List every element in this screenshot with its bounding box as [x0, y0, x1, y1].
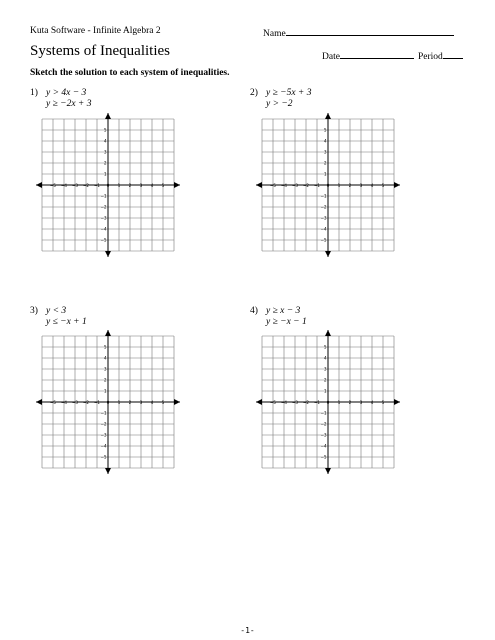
coordinate-grid-4[interactable]: [253, 327, 403, 477]
x-tick-label: −3: [72, 183, 78, 188]
date-underline: [340, 49, 414, 59]
y-tick-label: −1: [320, 410, 327, 416]
y-tick-label: −2: [100, 204, 107, 210]
x-tick-label: −5: [270, 183, 276, 188]
axis-arrow: [325, 251, 331, 257]
x-tick-label: 1: [117, 400, 121, 405]
x-tick-label: −1: [94, 183, 100, 188]
inequality-1: y < 3: [46, 306, 67, 316]
problem-2: [250, 88, 311, 110]
x-tick-label: −5: [50, 400, 56, 405]
axis-arrow: [325, 113, 331, 119]
name-underline: [286, 26, 454, 36]
y-tick-label: −2: [320, 204, 327, 210]
x-tick-label: 2: [348, 400, 352, 405]
y-tick-label: 4: [323, 138, 327, 144]
x-tick-label: 1: [337, 183, 341, 188]
x-tick-label: −3: [72, 400, 78, 405]
inequality-2: y ≤ −x + 1: [46, 317, 87, 327]
x-tick-label: −5: [50, 183, 56, 188]
problem-3: [30, 306, 87, 328]
axis-arrow: [394, 399, 400, 405]
y-tick-label: 5: [103, 127, 107, 133]
inequality-2: y ≥ −2x + 3: [46, 99, 92, 109]
coordinate-grid-3[interactable]: [33, 327, 183, 477]
page-number: -1-: [240, 626, 255, 635]
y-tick-label: −2: [100, 421, 107, 427]
x-tick-label: 1: [117, 183, 121, 188]
axis-arrow: [174, 182, 180, 188]
inequality-1: y > 4x − 3: [46, 88, 87, 98]
x-tick-label: 0: [106, 400, 110, 405]
y-tick-label: 3: [323, 366, 327, 372]
problem-1: [30, 88, 91, 110]
x-tick-label: 5: [161, 183, 165, 188]
axis-arrow: [105, 468, 111, 474]
y-tick-label: −3: [100, 215, 107, 221]
x-tick-label: −1: [94, 400, 100, 405]
x-tick-label: −4: [281, 400, 287, 405]
name-field[interactable]: [263, 26, 454, 39]
axis-arrow: [105, 113, 111, 119]
x-tick-label: −4: [61, 183, 67, 188]
axis-arrow: [174, 399, 180, 405]
x-tick-label: 5: [381, 183, 385, 188]
x-tick-label: 0: [326, 400, 330, 405]
problem-number: 1): [30, 88, 38, 98]
y-tick-label: −4: [100, 443, 107, 449]
x-tick-label: 3: [359, 183, 363, 188]
x-tick-label: −4: [61, 400, 67, 405]
x-tick-label: 0: [106, 183, 110, 188]
x-tick-label: −4: [281, 183, 287, 188]
y-tick-label: 1: [103, 388, 107, 394]
y-tick-label: 1: [103, 171, 107, 177]
page-title: Systems of Inequalities: [30, 43, 170, 59]
y-tick-label: 5: [323, 344, 327, 350]
axis-arrow: [394, 182, 400, 188]
axis-arrow: [256, 399, 262, 405]
date-label: Date: [322, 52, 340, 62]
inequality-1: y ≥ x − 3: [266, 306, 301, 316]
y-tick-label: −5: [100, 237, 107, 243]
y-tick-label: −3: [320, 432, 327, 438]
y-tick-label: −3: [100, 432, 107, 438]
axis-arrow: [36, 399, 42, 405]
y-tick-label: 1: [323, 171, 327, 177]
y-tick-label: −4: [320, 443, 327, 449]
problem-number: 4): [250, 306, 258, 316]
x-tick-label: −3: [292, 400, 298, 405]
period-field[interactable]: [418, 49, 463, 62]
x-tick-label: 4: [370, 183, 374, 188]
coordinate-grid-2[interactable]: [253, 110, 403, 260]
y-tick-label: 4: [323, 355, 327, 361]
y-tick-label: −3: [320, 215, 327, 221]
x-tick-label: −5: [270, 400, 276, 405]
axis-arrow: [105, 251, 111, 257]
y-tick-label: 5: [103, 344, 107, 350]
period-underline: [443, 49, 463, 59]
x-tick-label: −2: [83, 183, 89, 188]
y-tick-label: 1: [323, 388, 327, 394]
inequality-1: y ≥ −5x + 3: [266, 88, 312, 98]
x-tick-label: 2: [348, 183, 352, 188]
x-tick-label: 5: [161, 400, 165, 405]
problem-number: 3): [30, 306, 38, 316]
coordinate-grid-1[interactable]: [33, 110, 183, 260]
x-tick-label: 4: [150, 400, 154, 405]
x-tick-label: 5: [381, 400, 385, 405]
x-tick-label: −2: [83, 400, 89, 405]
inequality-2: y ≥ −x − 1: [266, 317, 307, 327]
y-tick-label: 4: [103, 138, 107, 144]
y-tick-label: 3: [323, 149, 327, 155]
axis-arrow: [256, 182, 262, 188]
x-tick-label: 4: [370, 400, 374, 405]
y-tick-label: 2: [103, 160, 107, 166]
y-tick-label: 3: [103, 366, 107, 372]
y-tick-label: −1: [100, 410, 107, 416]
y-tick-label: −1: [100, 193, 107, 199]
x-tick-label: −2: [303, 183, 309, 188]
inequality-2: y > −2: [266, 99, 293, 109]
name-label: Name: [263, 29, 286, 39]
x-tick-label: 0: [326, 183, 330, 188]
y-tick-label: −5: [320, 454, 327, 460]
x-tick-label: −3: [292, 183, 298, 188]
y-tick-label: −1: [320, 193, 327, 199]
y-tick-label: −5: [100, 454, 107, 460]
x-tick-label: 3: [139, 183, 143, 188]
x-tick-label: 1: [337, 400, 341, 405]
date-field[interactable]: [322, 49, 414, 62]
y-tick-label: 4: [103, 355, 107, 361]
x-tick-label: 3: [359, 400, 363, 405]
problem-number: 2): [250, 88, 258, 98]
y-tick-label: 5: [323, 127, 327, 133]
y-tick-label: −4: [320, 226, 327, 232]
y-tick-label: 2: [323, 377, 327, 383]
axis-arrow: [325, 330, 331, 336]
instructions: Sketch the solution to each system of inequalities.: [30, 68, 230, 78]
x-tick-label: 2: [128, 400, 132, 405]
period-label: Period: [418, 52, 443, 62]
x-tick-label: −2: [303, 400, 309, 405]
axis-arrow: [36, 182, 42, 188]
x-tick-label: 2: [128, 183, 132, 188]
problem-4: [250, 306, 307, 328]
y-tick-label: −5: [320, 237, 327, 243]
publisher-label: Kuta Software - Infinite Algebra 2: [30, 26, 161, 36]
y-tick-label: −2: [320, 421, 327, 427]
y-tick-label: 2: [323, 160, 327, 166]
y-tick-label: 3: [103, 149, 107, 155]
x-tick-label: −1: [314, 400, 320, 405]
x-tick-label: −1: [314, 183, 320, 188]
axis-arrow: [105, 330, 111, 336]
axis-arrow: [325, 468, 331, 474]
x-tick-label: 3: [139, 400, 143, 405]
y-tick-label: −4: [100, 226, 107, 232]
x-tick-label: 4: [150, 183, 154, 188]
y-tick-label: 2: [103, 377, 107, 383]
